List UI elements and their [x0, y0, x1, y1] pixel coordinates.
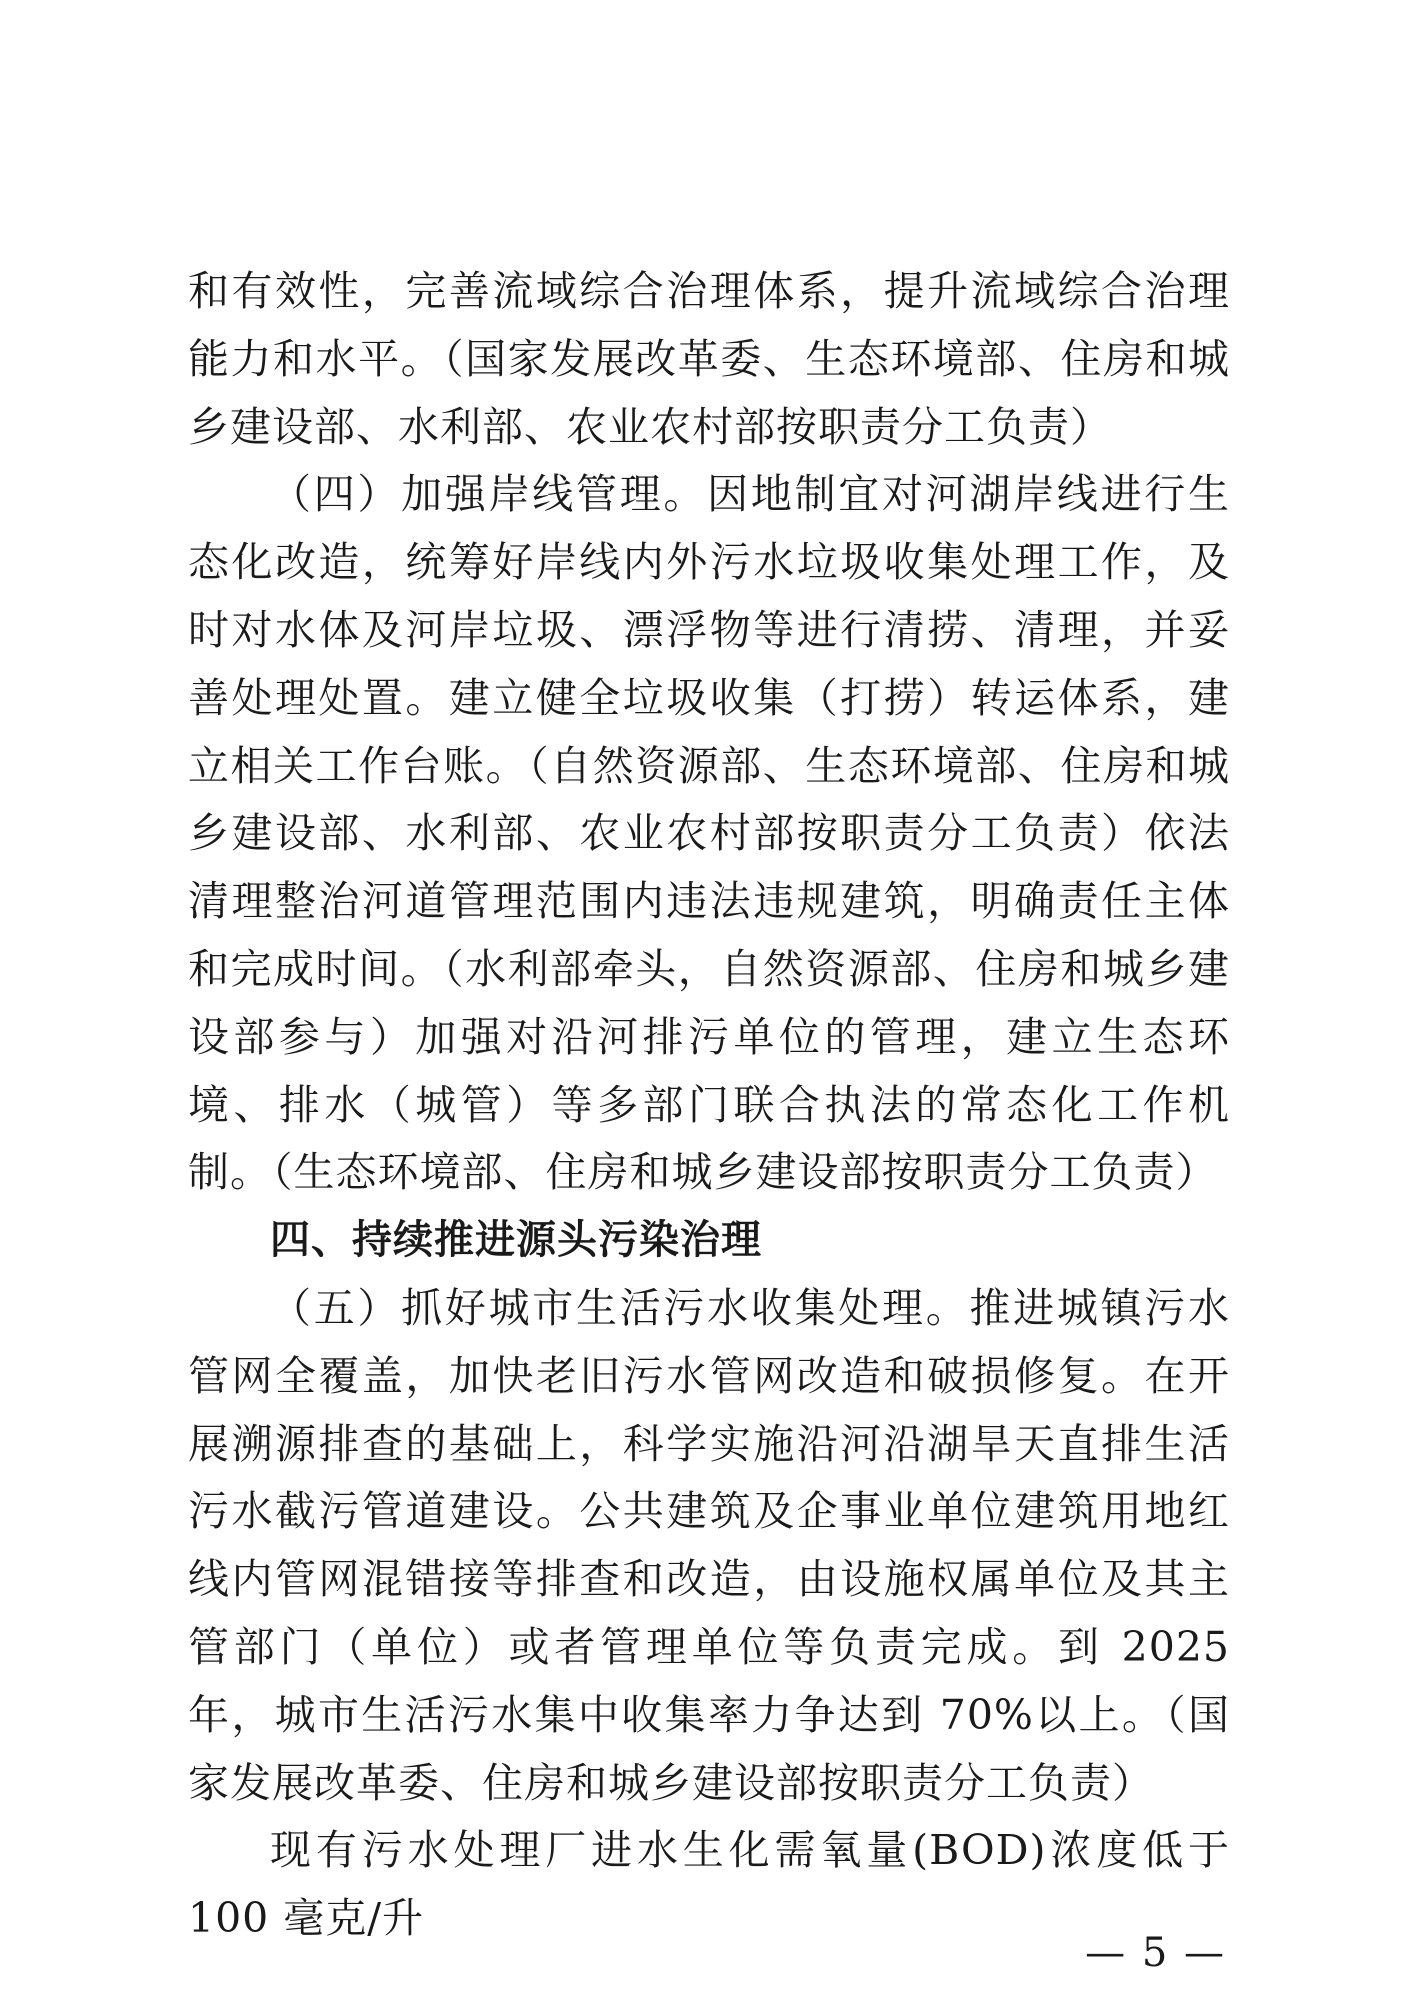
- paragraph-continuation: 和有效性，完善流域综合治理体系，提升流域综合治理能力和水平。（国家发展改革委、生态环境部、住房和城乡建设部、水利部、农业农村部按职责分工负责）: [188, 267, 1230, 451]
- paragraph-bod-concentration: 现有污水处理厂进水生化需氧量(BOD)浓度低于 100 毫克/升: [188, 1826, 1230, 1943]
- paragraph-shoreline-management: （四）加强岸线管理。因地制宜对河湖岸线进行生态化改造，统筹好岸线内外污水垃圾收集处理工作，及时对水体及河岸垃圾、漂浮物等进行清捞、清理，并妥善处理处置。建立健全垃圾收集（打捞）转运体系，建立相关工作台账。（自然资源部、生态环境部、住房和城乡建设部、水利部、农业农村部按职责分工负责）依法清理整治河道管理范围内违法违规建筑，明确责任主体和完成时间。（水利部牵头，自然资源部、住房和城乡建设部参与）加强对沿河排污单位的管理，建立生态环境、排水（城管）等多部门联合执法的常态化工作机制。（生态环境部、住房和城乡建设部按职责分工负责）: [188, 470, 1230, 1197]
- body-text: [188, 258, 1230, 1953]
- paragraph-sewage-collection: （五）抓好城市生活污水收集处理。推进城镇污水管网全覆盖，加快老旧污水管网改造和破损修复。在开展溯源排查的基础上，科学实施沿河沿湖旱天直排生活污水截污管道建设。公共建筑及企事业单位建筑用地红线内管网混错接等排查和改造，由设施权属单位及其主管部门（单位）或者管理单位等负责完成。到 2025 年，城市生活污水集中收集率力争达到 70%以上。（国家发展改革委、住房和城乡建设部按职责分工负责）: [188, 1283, 1230, 1807]
- section-heading: 四、持续推进源头污染治理: [270, 1217, 762, 1264]
- page-number: — 5 —: [1085, 1930, 1226, 1976]
